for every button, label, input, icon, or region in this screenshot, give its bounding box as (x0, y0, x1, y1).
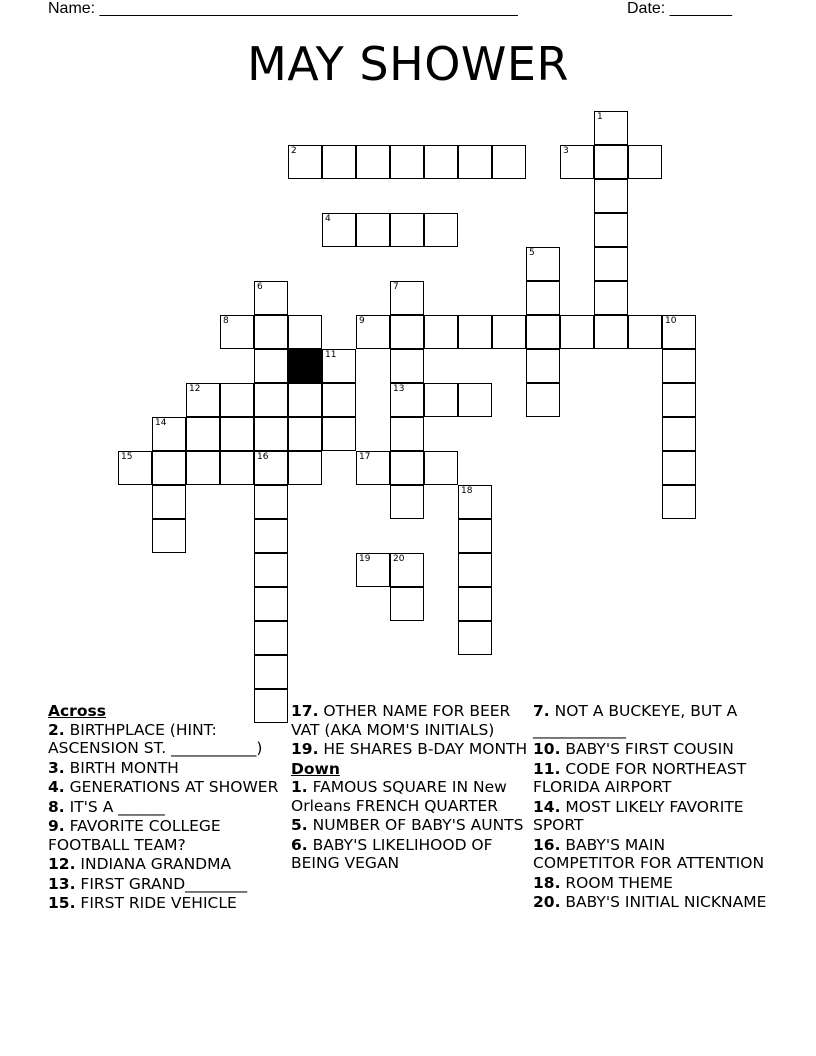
clue-column-3 (533, 702, 771, 913)
clue-across-17: 17. OTHER NAME FOR BEER VAT (AKA MOM'S INITIALS) (291, 702, 511, 739)
grid-cell[interactable] (390, 451, 424, 485)
name-field-label: Name: _______________________________________________ (48, 0, 518, 17)
grid-cell[interactable] (254, 349, 288, 383)
clue-down-20: 20. BABY'S INITIAL NICKNAME (533, 893, 767, 911)
grid-cell[interactable] (560, 315, 594, 349)
grid-cell[interactable] (390, 281, 424, 315)
grid-cell[interactable] (220, 315, 254, 349)
cell-number: 2 (291, 146, 297, 156)
grid-cell[interactable] (390, 383, 424, 417)
grid-cell[interactable] (322, 145, 356, 179)
cell-number: 14 (155, 418, 167, 428)
grid-cell[interactable] (662, 349, 696, 383)
grid-cell[interactable] (152, 417, 186, 451)
date-field-label: Date: _______ (627, 0, 732, 17)
clue-across-3: 3. BIRTH MONTH (48, 758, 179, 777)
grid-cell[interactable] (254, 553, 288, 587)
grid-cell[interactable] (356, 315, 390, 349)
grid-cell[interactable] (356, 213, 390, 247)
grid-cell[interactable] (152, 485, 186, 519)
grid-cell[interactable] (594, 111, 628, 145)
grid-cell[interactable] (390, 145, 424, 179)
clue-across-12: 12. INDIANA GRANDMA (48, 855, 232, 873)
down-heading: Down (291, 759, 340, 778)
grid-cell[interactable] (390, 213, 424, 247)
grid-cell[interactable] (424, 451, 458, 485)
cell-number: 3 (563, 146, 569, 156)
grid-cell[interactable] (254, 655, 288, 689)
cell-number: 10 (665, 316, 677, 326)
grid-cell[interactable] (220, 451, 254, 485)
grid-cell[interactable] (152, 451, 186, 485)
cell-number: 19 (359, 554, 371, 564)
grid-cell[interactable] (424, 213, 458, 247)
clue-column-2 (291, 702, 529, 874)
grid-cell[interactable] (594, 315, 628, 349)
grid-cell[interactable] (424, 383, 458, 417)
clue-column-1 (48, 702, 286, 914)
grid-cell[interactable] (526, 349, 560, 383)
grid-cell[interactable] (390, 587, 424, 621)
clue-down-5: 5. NUMBER OF BABY'S AUNTS (291, 816, 524, 834)
grid-cell[interactable] (288, 383, 322, 417)
grid-cell[interactable] (662, 451, 696, 485)
grid-cell[interactable] (254, 587, 288, 621)
grid-cell[interactable] (322, 417, 356, 451)
cell-number: 6 (257, 282, 263, 292)
clue-across-2: 2. BIRTHPLACE (HINT: ASCENSION ST. ___________) (48, 720, 263, 757)
grid-cell[interactable] (628, 145, 662, 179)
cell-number: 9 (359, 316, 365, 326)
grid-cell[interactable] (254, 621, 288, 655)
grid-cell[interactable] (186, 451, 220, 485)
grid-cell[interactable] (526, 281, 560, 315)
grid-cell[interactable] (594, 179, 628, 213)
grid-cell[interactable] (254, 383, 288, 417)
grid-cell[interactable] (254, 451, 288, 485)
black-cell (288, 349, 322, 383)
clue-across-8: 8. IT'S A ______ (48, 797, 165, 816)
grid-cell[interactable] (152, 519, 186, 553)
grid-cell[interactable] (254, 519, 288, 553)
grid-cell[interactable] (526, 315, 560, 349)
clue-across-9: 9. FAVORITE COLLEGE FOOTBALL TEAM? (48, 817, 221, 854)
grid-cell[interactable] (390, 417, 424, 451)
clue-across-4: 4. GENERATIONS AT SHOWER (48, 778, 279, 796)
cell-number: 15 (121, 452, 133, 462)
clue-down-1: 1. FAMOUS SQUARE IN New Orleans FRENCH QUARTER (291, 778, 507, 815)
cell-number: 7 (393, 282, 399, 292)
grid-cell[interactable] (220, 417, 254, 451)
cell-number: 12 (189, 384, 201, 394)
grid-cell[interactable] (458, 519, 492, 553)
grid-cell[interactable] (220, 383, 254, 417)
grid-cell[interactable] (288, 145, 322, 179)
grid-cell[interactable] (356, 553, 390, 587)
grid-cell[interactable] (186, 417, 220, 451)
grid-cell[interactable] (288, 315, 322, 349)
grid-cell[interactable] (424, 315, 458, 349)
clue-down-11: 11. CODE FOR NORTHEAST FLORIDA AIRPORT (533, 759, 747, 796)
grid-cell[interactable] (390, 315, 424, 349)
grid-cell[interactable] (594, 281, 628, 315)
grid-cell[interactable] (322, 383, 356, 417)
grid-cell[interactable] (288, 451, 322, 485)
grid-cell[interactable] (186, 383, 220, 417)
grid-cell[interactable] (458, 485, 492, 519)
grid-cell[interactable] (356, 145, 390, 179)
grid-cell[interactable] (662, 315, 696, 349)
cell-number: 5 (529, 248, 535, 258)
grid-cell[interactable] (254, 485, 288, 519)
grid-cell[interactable] (254, 315, 288, 349)
grid-cell[interactable] (662, 417, 696, 451)
grid-cell[interactable] (254, 417, 288, 451)
grid-cell[interactable] (594, 145, 628, 179)
grid-cell[interactable] (390, 349, 424, 383)
cell-number: 4 (325, 214, 331, 224)
grid-cell[interactable] (390, 485, 424, 519)
grid-cell[interactable] (458, 587, 492, 621)
grid-cell[interactable] (254, 281, 288, 315)
grid-cell[interactable] (526, 247, 560, 281)
grid-cell[interactable] (662, 383, 696, 417)
grid-cell[interactable] (322, 349, 356, 383)
cell-number: 17 (359, 452, 371, 462)
cell-number: 1 (597, 112, 603, 122)
grid-cell[interactable] (458, 145, 492, 179)
grid-cell[interactable] (492, 315, 526, 349)
grid-cell[interactable] (458, 315, 492, 349)
clue-down-14: 14. MOST LIKELY FAVORITE SPORT (533, 797, 744, 834)
grid-cell[interactable] (356, 451, 390, 485)
cell-number: 18 (461, 486, 473, 496)
grid-cell[interactable] (424, 145, 458, 179)
grid-cell[interactable] (560, 145, 594, 179)
cell-number: 16 (257, 452, 269, 462)
grid-cell[interactable] (288, 417, 322, 451)
cell-number: 8 (223, 316, 229, 326)
clue-across-15: 15. FIRST RIDE VEHICLE (48, 894, 237, 912)
grid-cell[interactable] (526, 383, 560, 417)
clue-across-13: 13. FIRST GRAND________ (48, 874, 248, 893)
grid-cell[interactable] (628, 315, 662, 349)
across-heading: Across (48, 702, 106, 720)
grid-cell[interactable] (458, 621, 492, 655)
grid-cell[interactable] (322, 213, 356, 247)
grid-cell[interactable] (118, 451, 152, 485)
clue-down-18: 18. ROOM THEME (533, 873, 673, 892)
cell-number: 20 (393, 554, 405, 564)
clue-down-7: 7. NOT A BUCKEYE, BUT A ____________ (533, 702, 738, 739)
clue-down-6: 6. BABY'S LIKELIHOOD OF BEING VEGAN (291, 835, 493, 872)
grid-cell[interactable] (390, 553, 424, 587)
grid-cell[interactable] (492, 145, 526, 179)
clue-down-10: 10. BABY'S FIRST COUSIN (533, 740, 734, 758)
grid-cell[interactable] (662, 485, 696, 519)
cell-number: 11 (325, 350, 337, 360)
cell-number: 13 (393, 384, 405, 394)
grid-cell[interactable] (594, 213, 628, 247)
clue-down-16: 16. BABY'S MAIN COMPETITOR FOR ATTENTION (533, 835, 765, 872)
grid-cell[interactable] (458, 553, 492, 587)
clue-across-19: 19. HE SHARES B-DAY MONTH (291, 740, 528, 758)
grid-cell[interactable] (458, 383, 492, 417)
page-title: MAY SHOWER (247, 37, 569, 91)
grid-cell[interactable] (594, 247, 628, 281)
